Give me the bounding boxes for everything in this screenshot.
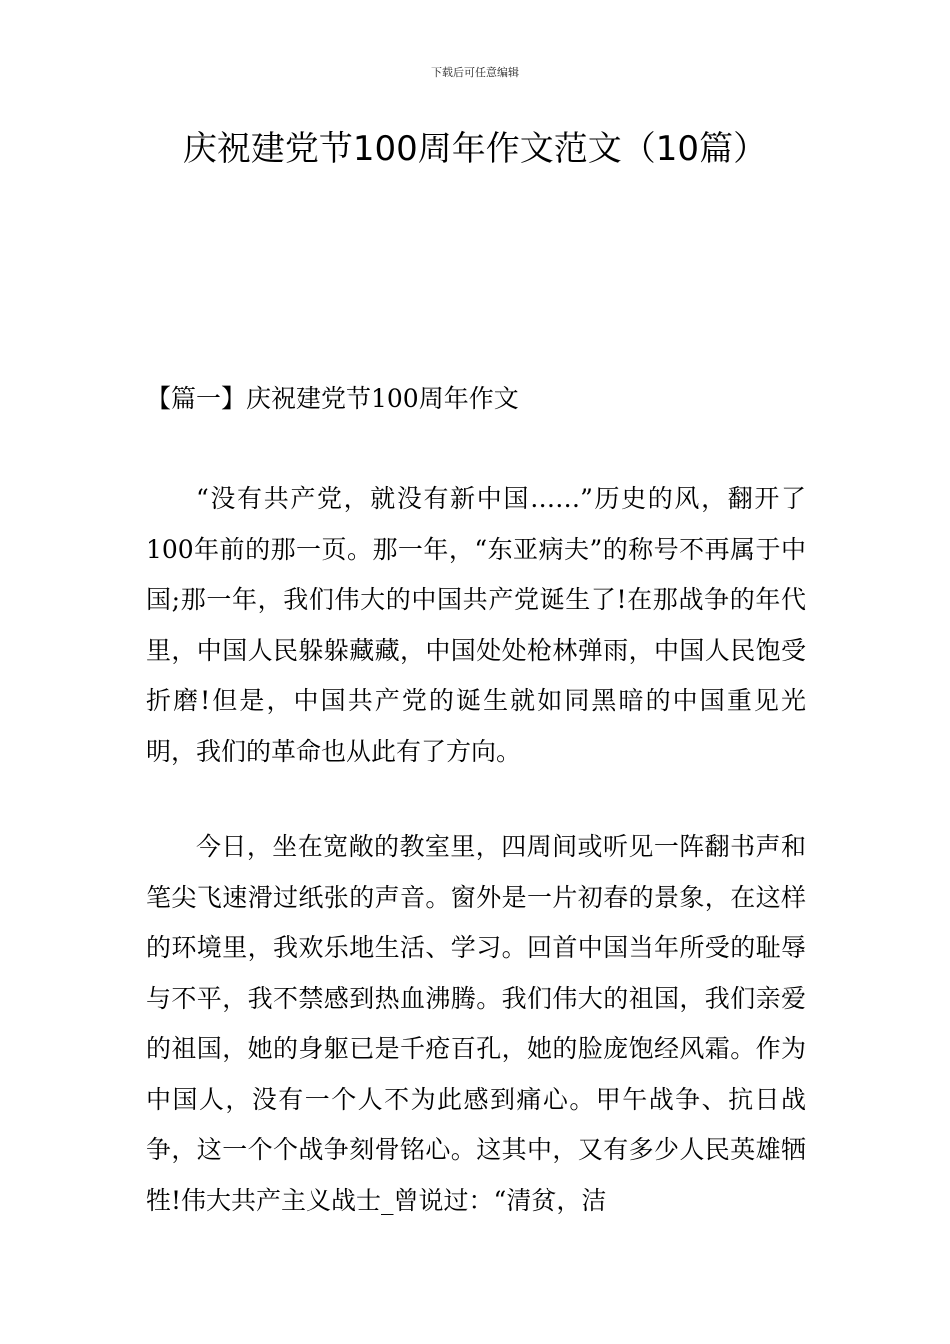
body-paragraph: 今日，坐在宽敞的教室里，四周间或听见一阵翻书声和笔尖飞速滑过纸张的声音。窗外是一片初春的景象，在这样的环境里，我欢乐地生活、学习。回首中国当年所受的耻辱与不平，我不禁感到热血沸腾。我们伟大的祖国，我们亲爱的祖国，她的身躯已是千疮百孔，她的脸庞饱经风霜。作为中国人，没有一个人不为此感到痛心。甲午战争、抗日战争，这一个个战争刻骨铭心。这其中，又有多少人民英雄牺牲!伟大共产主义战士_曾说过：“清贫，洁 [146, 832, 806, 1215]
section-heading: 【篇一】庆祝建党节100周年作文 [146, 384, 519, 413]
header-note: 下载后可任意编辑 [431, 66, 519, 79]
document-title: 庆祝建党节100周年作文范文（10篇） [182, 129, 768, 169]
body-paragraph: “没有共产党，就没有新中国……”历史的风，翻开了100年前的那一页。那一年，“东亚病夫”的称号不再属于中国;那一年，我们伟大的中国共产党诞生了!在那战争的年代里，中国人民躲躲藏藏，中国处处枪林弹雨，中国人民饱受折磨!但是，中国共产党的诞生就如同黑暗的中国重见光明，我们的革命也从此有了方向。 [146, 484, 806, 766]
